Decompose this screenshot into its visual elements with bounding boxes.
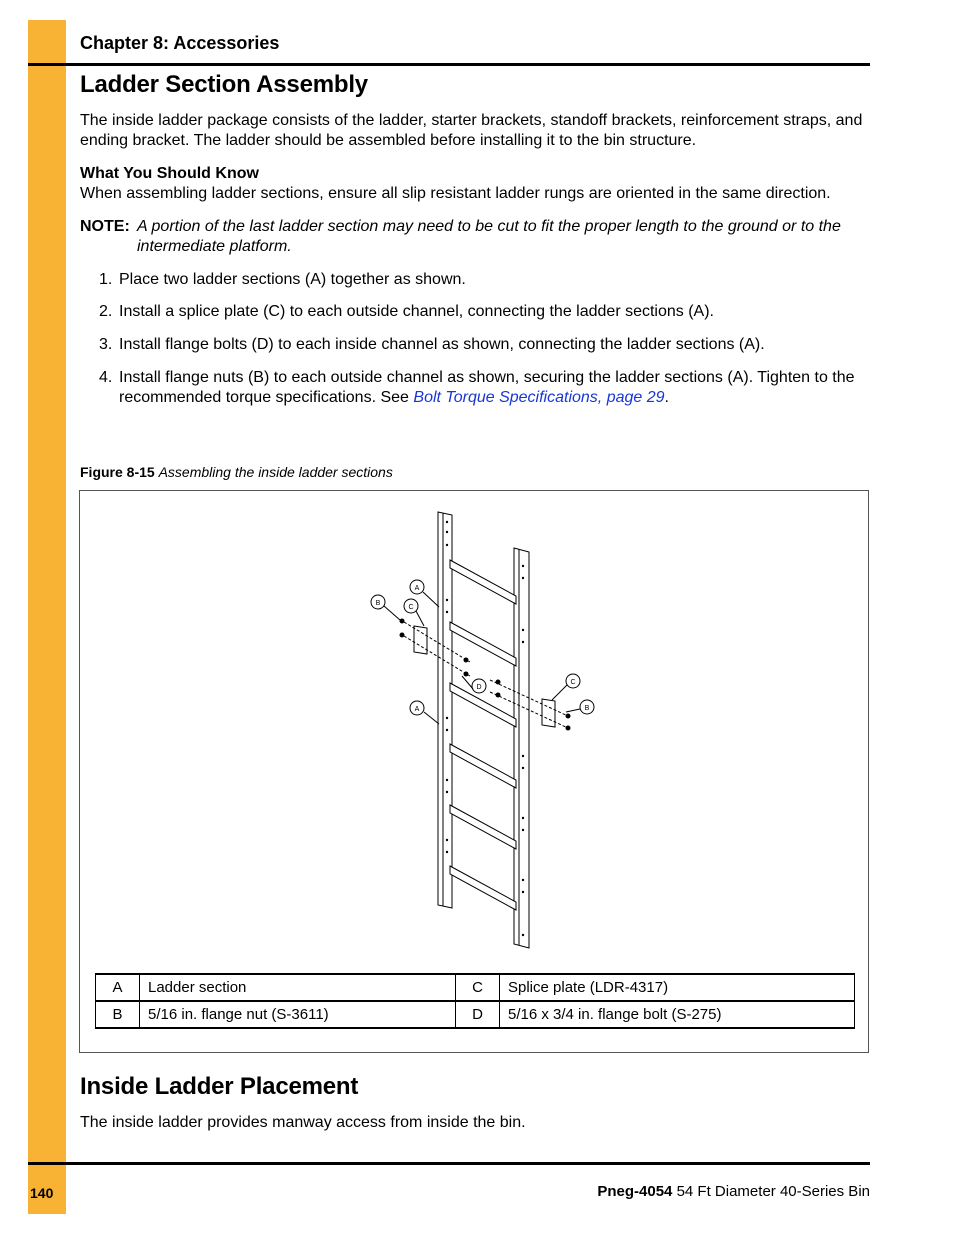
callout-c-left: C <box>408 604 414 611</box>
footer-document <box>597 1183 870 1200</box>
part-key: D <box>456 1001 500 1028</box>
step-4-text: Install flange nuts (B) to each outside channel as shown, securing the ladder sections (A). Tighten to the recommended torque specifications. See <box>119 369 855 406</box>
doc-title: 54 Ft Diameter 40-Series Bin <box>676 1183 870 1200</box>
callout-d: D <box>476 684 482 691</box>
callout-b-left: B <box>375 600 381 607</box>
callout-c-right: C <box>570 679 576 686</box>
know-text: When assembling ladder sections, ensure all slip resistant ladder rungs are oriented in the same direction. <box>80 185 831 202</box>
note-label: NOTE: <box>80 218 130 235</box>
step-3-number: 3. <box>99 336 113 353</box>
step-1-number: 1. <box>99 271 113 288</box>
callout-a-upper: A <box>414 585 420 592</box>
step-3-text: Install flange bolts (D) to each inside channel as shown, connecting the ladder sections (A). <box>119 336 765 353</box>
part-desc: 5/16 x 3/4 in. flange bolt (S-275) <box>500 1001 855 1028</box>
callout-b-right: B <box>584 705 590 712</box>
part-key: B <box>96 1001 140 1028</box>
placement-text: The inside ladder provides manway access from inside the bin. <box>80 1114 526 1131</box>
step-4-tail: . <box>664 389 669 406</box>
table-row <box>96 974 855 1001</box>
know-heading: What You Should Know <box>80 165 259 182</box>
chapter-heading: Chapter 8: Accessories <box>80 33 280 53</box>
footer-rule <box>28 1162 870 1165</box>
part-key: C <box>456 974 500 1001</box>
part-desc: Splice plate (LDR-4317) <box>500 974 855 1001</box>
step-2-number: 2. <box>99 303 113 320</box>
step-2-text: Install a splice plate (C) to each outside channel, connecting the ladder sections (A). <box>119 303 714 320</box>
figure-label: Figure 8-15 <box>80 464 155 480</box>
parts-legend-table <box>95 973 855 1029</box>
section-title-ladder-assembly: Ladder Section Assembly <box>80 71 368 98</box>
note-text: A portion of the last ladder section may need to be cut to fit the proper length to the ground or to the intermediate platform. <box>137 218 841 255</box>
step-1-text: Place two ladder sections (A) together as shown. <box>119 271 466 288</box>
page-number: 140 <box>30 1185 54 1201</box>
step-4-number: 4. <box>99 369 113 386</box>
table-row <box>96 1001 855 1028</box>
intro-paragraph: The inside ladder package consists of the ladder, starter brackets, standoff brackets, reinforcement straps, and ending bracket. The ladder should be assembled before installing it to the bin structure. <box>80 112 863 149</box>
part-desc: Ladder section <box>140 974 456 1001</box>
part-key: A <box>96 974 140 1001</box>
figure-caption-text: Assembling the inside ladder sections <box>158 464 393 480</box>
section-title-ladder-placement: Inside Ladder Placement <box>80 1073 359 1100</box>
doc-id: Pneg-4054 <box>597 1183 673 1200</box>
callout-a-lower: A <box>414 706 420 713</box>
bolt-torque-link[interactable]: Bolt Torque Specifications, page 29 <box>413 389 665 406</box>
part-desc: 5/16 in. flange nut (S-3611) <box>140 1001 456 1028</box>
